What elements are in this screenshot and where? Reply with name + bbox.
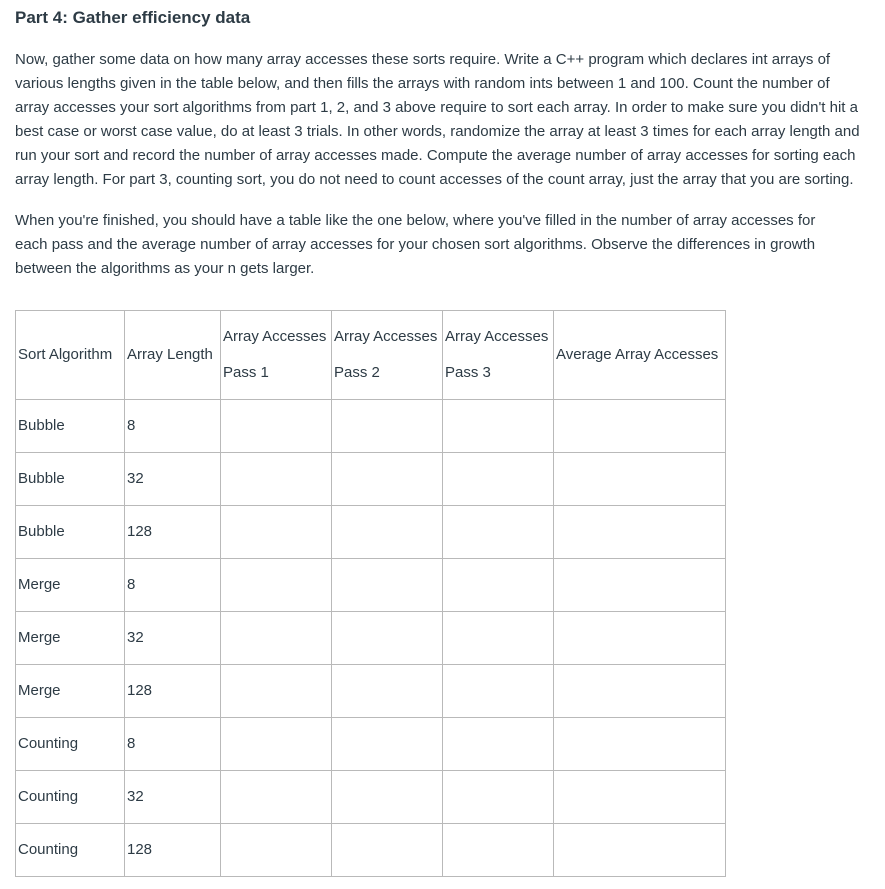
cell-pass-1 [221, 400, 332, 453]
cell-average [554, 718, 726, 771]
assignment-section [15, 6, 875, 281]
cell-average [554, 665, 726, 718]
instructions-paragraph: Now, gather some data on how many array accesses these sorts require. Write a C++ program which declares int arrays of various lengths given in the table below, and then fills the arrays with random ints between 1 and 100. Count the number of array accesses your sort algorithms from part 1, 2, and 3 above require to sort each array. In order to make sure you didn't hit a best case or worst case value, do at least 3 trials. In other words, randomize the array at least 3 times for each array length and run your sort and record the number of array accesses made. Compute the average number of array accesses for sorting each array length. For part 3, counting sort, you do not need to count accesses of the count array, just the array that you are sorting. [15, 51, 860, 188]
cell-algorithm: Counting [16, 824, 125, 877]
table-body [16, 400, 726, 877]
table-row [16, 824, 726, 877]
header-pass-3-title: Array Accesses [445, 328, 549, 345]
table-row [16, 665, 726, 718]
header-pass-1-title: Array Accesses [223, 328, 327, 345]
cell-algorithm: Counting [16, 718, 125, 771]
cell-pass-2 [332, 400, 443, 453]
cell-pass-3 [443, 506, 554, 559]
cell-pass-2 [332, 612, 443, 665]
header-pass-3 [443, 311, 554, 400]
cell-pass-3 [443, 559, 554, 612]
table-row [16, 400, 726, 453]
cell-algorithm: Bubble [16, 400, 125, 453]
header-array-length: Array Length [125, 311, 221, 400]
cell-average [554, 453, 726, 506]
cell-pass-2 [332, 453, 443, 506]
table-row [16, 718, 726, 771]
cell-pass-3 [443, 612, 554, 665]
header-pass-2-title: Array Accesses [334, 328, 438, 345]
cell-pass-1 [221, 718, 332, 771]
cell-pass-3 [443, 665, 554, 718]
cell-average [554, 824, 726, 877]
cell-length: 8 [125, 559, 221, 612]
cell-average [554, 559, 726, 612]
header-sort-algorithm: Sort Algorithm [16, 311, 125, 400]
cell-length: 8 [125, 718, 221, 771]
cell-pass-1 [221, 824, 332, 877]
cell-algorithm: Merge [16, 559, 125, 612]
table-row [16, 771, 726, 824]
section-heading: Part 4: Gather efficiency data [15, 8, 251, 27]
cell-average [554, 506, 726, 559]
cell-pass-1 [221, 665, 332, 718]
cell-length: 32 [125, 771, 221, 824]
header-pass-3-label: Pass 3 [445, 364, 491, 381]
header-average: Average Array Accesses [554, 311, 726, 400]
cell-average [554, 771, 726, 824]
cell-algorithm: Merge [16, 612, 125, 665]
cell-pass-1 [221, 559, 332, 612]
header-pass-1-label: Pass 1 [223, 364, 269, 381]
cell-pass-1 [221, 453, 332, 506]
cell-average [554, 400, 726, 453]
efficiency-table [15, 310, 726, 877]
table-header-row [16, 311, 726, 400]
table-row [16, 506, 726, 559]
cell-pass-2 [332, 506, 443, 559]
cell-average [554, 612, 726, 665]
table-row [16, 453, 726, 506]
cell-pass-2 [332, 718, 443, 771]
header-pass-2-label: Pass 2 [334, 364, 380, 381]
cell-length: 8 [125, 400, 221, 453]
cell-length: 32 [125, 453, 221, 506]
cell-pass-3 [443, 718, 554, 771]
cell-pass-3 [443, 824, 554, 877]
cell-pass-3 [443, 453, 554, 506]
cell-algorithm: Counting [16, 771, 125, 824]
cell-pass-2 [332, 665, 443, 718]
header-pass-1 [221, 311, 332, 400]
cell-pass-3 [443, 771, 554, 824]
cell-algorithm: Bubble [16, 506, 125, 559]
cell-pass-2 [332, 559, 443, 612]
cell-pass-2 [332, 824, 443, 877]
cell-length: 128 [125, 665, 221, 718]
cell-pass-2 [332, 771, 443, 824]
cell-pass-1 [221, 506, 332, 559]
cell-algorithm: Bubble [16, 453, 125, 506]
cell-length: 128 [125, 506, 221, 559]
cell-length: 32 [125, 612, 221, 665]
header-pass-2 [332, 311, 443, 400]
cell-length: 128 [125, 824, 221, 877]
expected-result-paragraph: When you're finished, you should have a table like the one below, where you've filled in the number of array accesses for each pass and the average number of array accesses for your chosen sort algorithms. Observe the differences in growth between the algorithms as your n gets larger. [15, 212, 816, 277]
cell-pass-1 [221, 771, 332, 824]
cell-pass-1 [221, 612, 332, 665]
cell-pass-3 [443, 400, 554, 453]
cell-algorithm: Merge [16, 665, 125, 718]
table-row [16, 559, 726, 612]
table-row [16, 612, 726, 665]
